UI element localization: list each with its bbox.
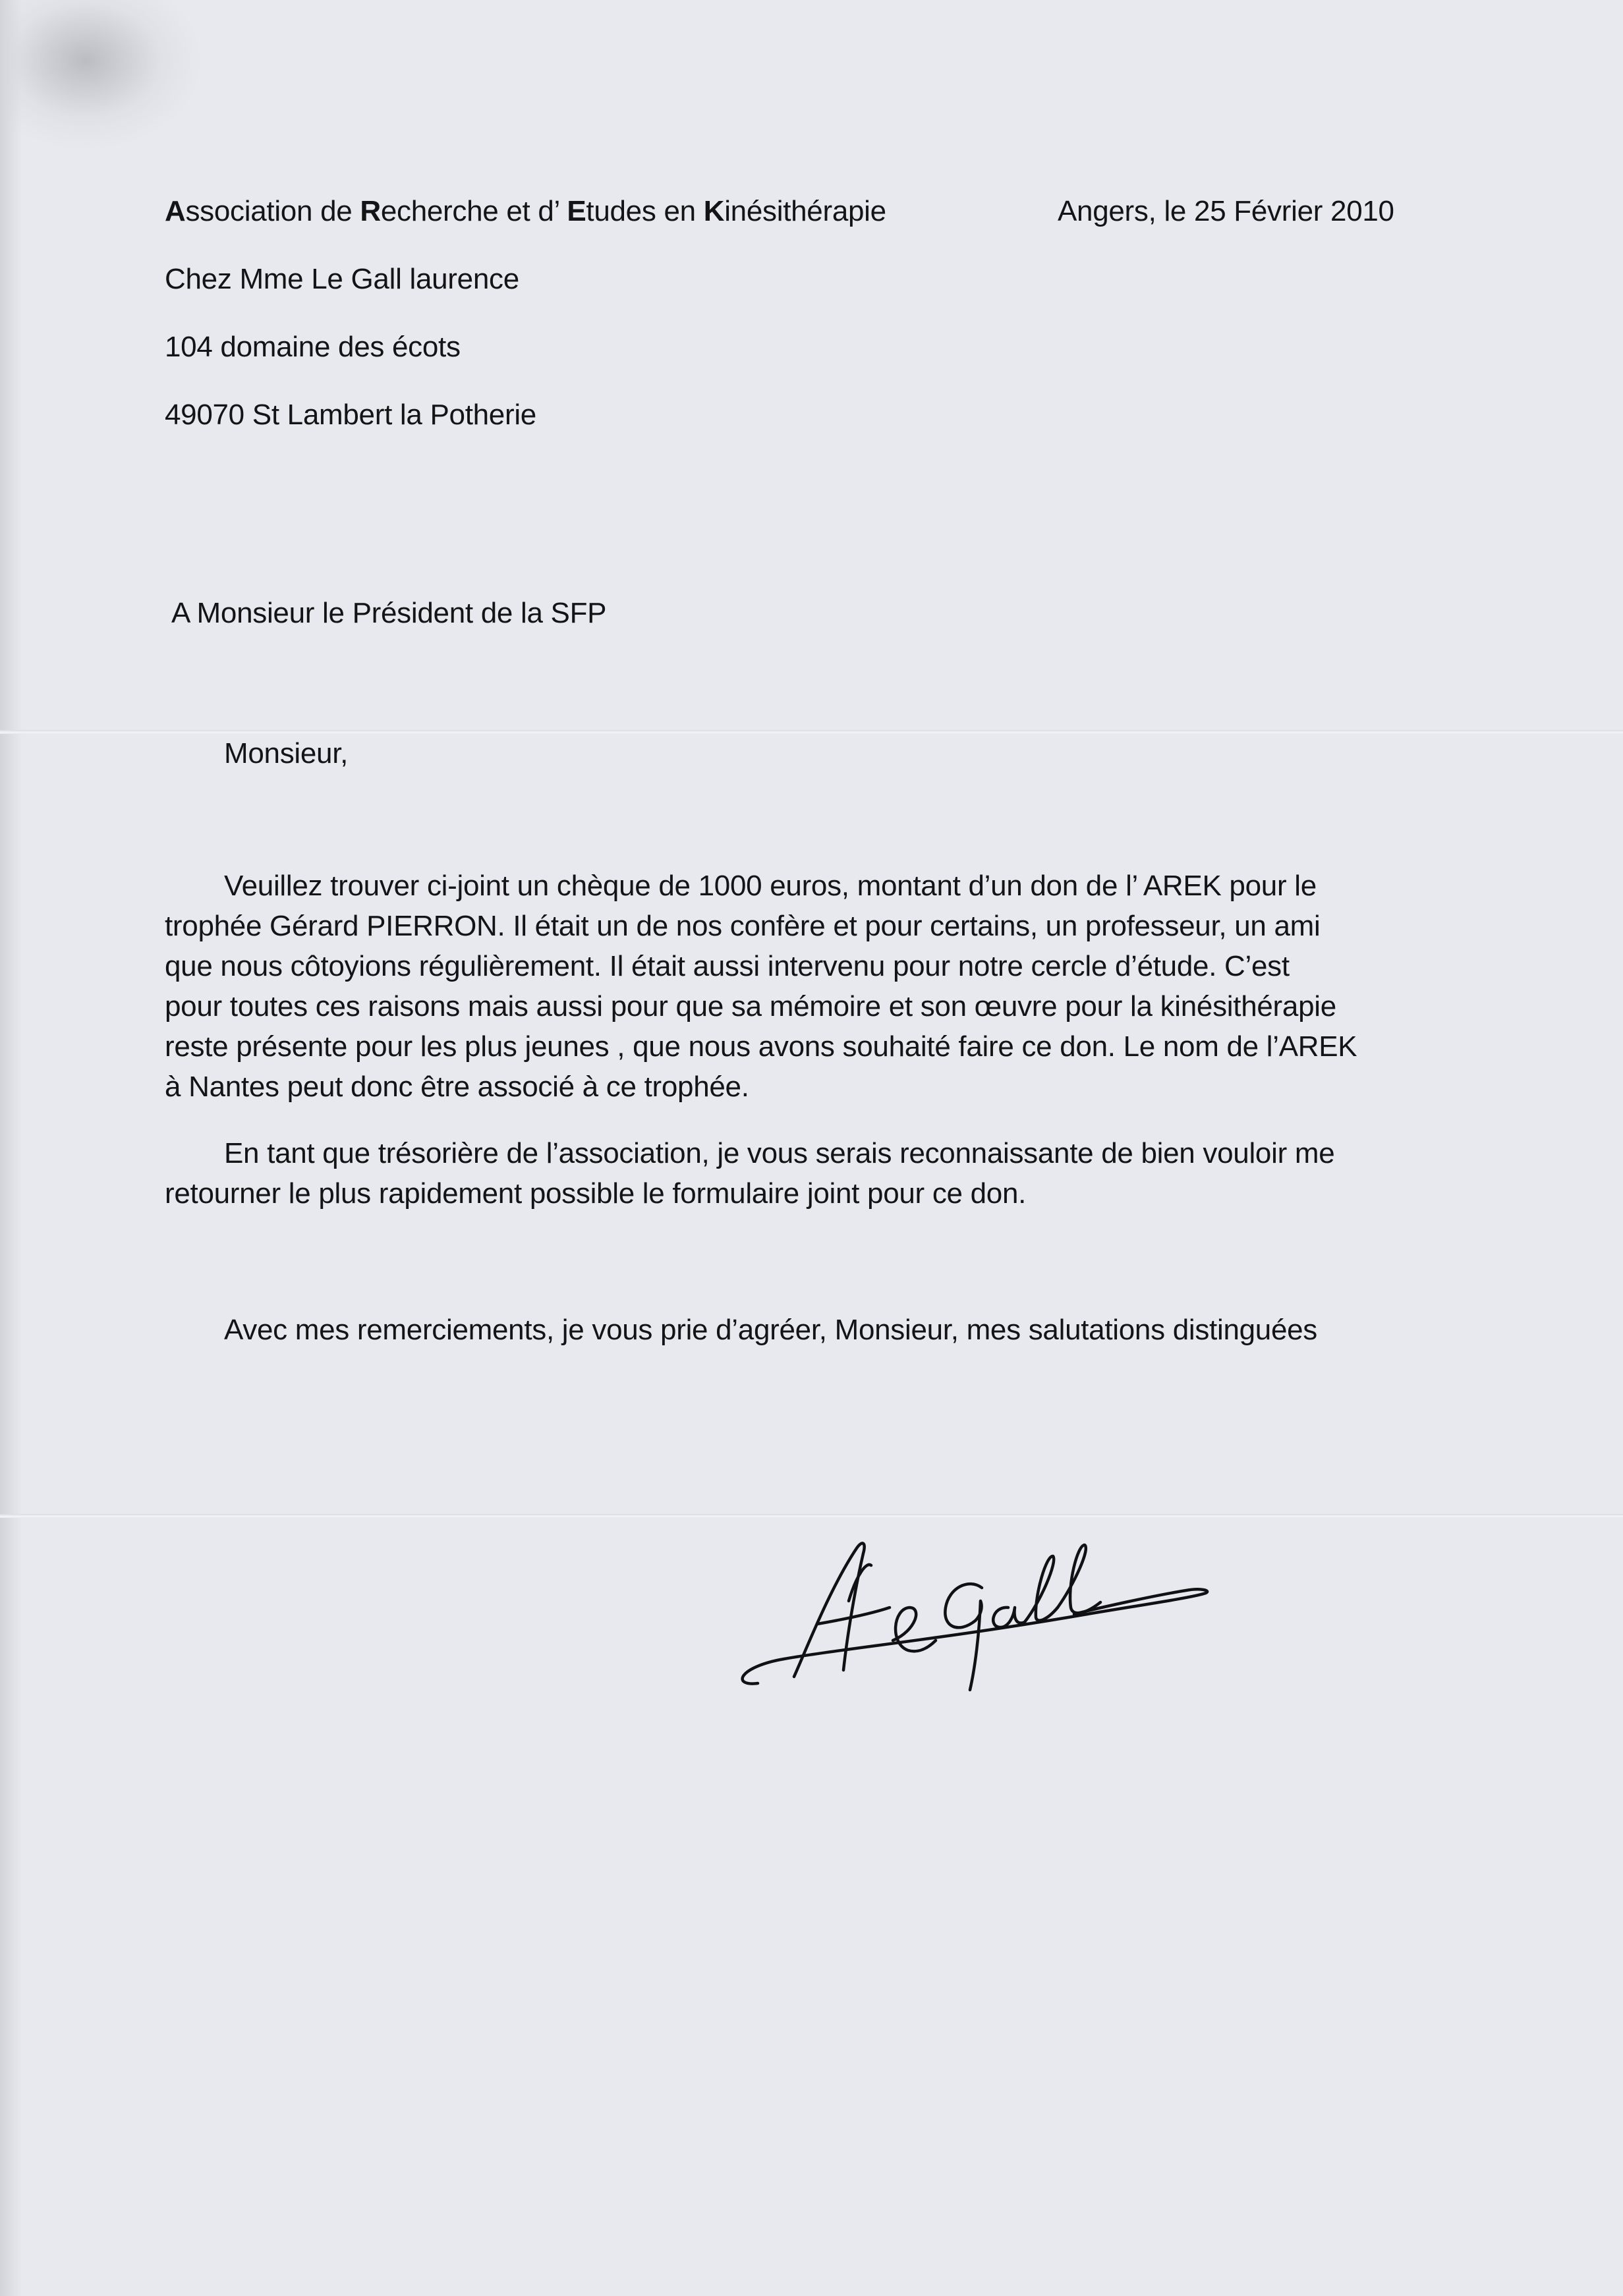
body-paragraph-2 (165, 1133, 1404, 1214)
paper-edge-shadow (0, 0, 22, 2296)
paragraph-line: pour toutes ces raisons mais aussi pour que sa mémoire et son œuvre pour la kinésithérapie (165, 990, 1336, 1022)
scan-smudge (7, 0, 204, 152)
sender-address-line-2: 104 domaine des écots (165, 331, 461, 363)
closing-formula: Avec mes remerciements, je vous prie d’agréer, Monsieur, mes salutations distinguées (224, 1314, 1318, 1346)
salutation: Monsieur, (224, 737, 349, 770)
handwritten-signature (731, 1509, 1219, 1706)
sender-address-line-1: Chez Mme Le Gall laurence (165, 263, 519, 295)
paragraph-line: Veuillez trouver ci-joint un chèque de 1000 euros, montant d’un don de l’ AREK pour le (224, 870, 1317, 902)
recipient: A Monsieur le Président de la SFP (171, 597, 607, 629)
paragraph-line: à Nantes peut donc être associé à ce trophée. (165, 1071, 749, 1103)
letter-date: Angers, le 25 Février 2010 (1058, 195, 1394, 227)
sender-organization: Association de Recherche et d’ Etudes en Kinésithérapie (165, 195, 886, 227)
paragraph-line: En tant que trésorière de l’association, je vous serais reconnaissante de bien vouloir me (224, 1137, 1335, 1169)
sender-address-line-3: 49070 St Lambert la Potherie (165, 399, 536, 431)
paragraph-line: trophée Gérard PIERRON. Il était un de nos confère et pour certains, un professeur, un ami (165, 910, 1321, 942)
paragraph-line: reste présente pour les plus jeunes , que nous avons souhaité faire ce don. Le nom de l’AREK (165, 1030, 1357, 1063)
paragraph-line: que nous côtoyions régulièrement. Il était aussi intervenu pour notre cercle d’étude. C’est (165, 950, 1290, 982)
paragraph-line: retourner le plus rapidement possible le formulaire joint pour ce don. (165, 1177, 1027, 1210)
body-paragraph-1 (165, 866, 1404, 1107)
